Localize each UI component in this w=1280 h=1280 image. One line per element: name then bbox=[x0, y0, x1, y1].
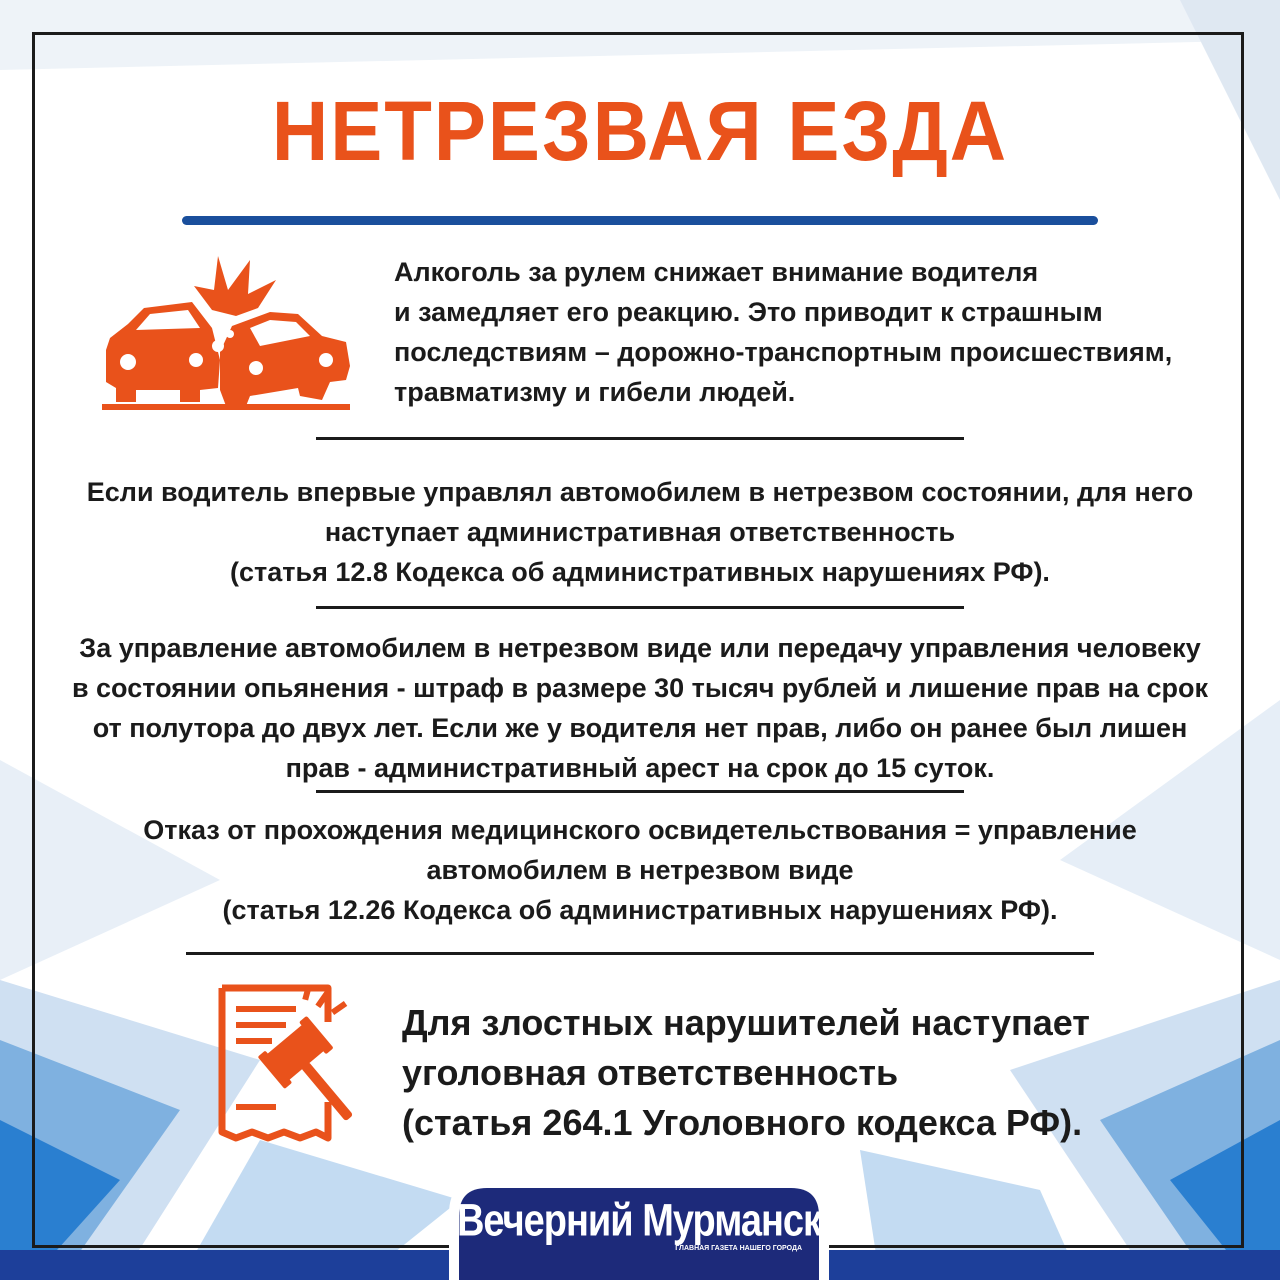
paragraph-line: Отказ от прохождения медицинского освидетельствования = управление bbox=[143, 815, 1137, 845]
final-line: уголовная ответственность bbox=[402, 1052, 899, 1093]
paragraph-line: от полутора до двух лет. Если же у водителя нет прав, либо он ранее был лишен bbox=[92, 713, 1188, 743]
paragraph-line: Если водитель впервые управлял автомобилем в нетрезвом состоянии, для него bbox=[86, 477, 1194, 507]
paragraph-penalty bbox=[60, 628, 1220, 788]
section-divider bbox=[316, 790, 964, 793]
paragraph-line: (статья 12.8 Кодекса об административных нарушениях РФ). bbox=[230, 557, 1050, 587]
intro-text bbox=[394, 252, 1214, 412]
section-divider bbox=[316, 606, 964, 609]
paragraph-refusal bbox=[60, 810, 1220, 930]
intro-line: Алкоголь за рулем снижает внимание водителя bbox=[394, 257, 1039, 287]
brand-logo: Вечерний Мурманск bbox=[456, 1196, 822, 1247]
paragraph-line: автомобилем в нетрезвом виде bbox=[426, 855, 854, 885]
paragraph-line: (статья 12.26 Кодекса об административных нарушениях РФ). bbox=[222, 895, 1058, 925]
paragraph-line: наступает административная ответственность bbox=[324, 517, 956, 547]
paragraph-line: прав - административный арест на срок до 15 суток. bbox=[285, 753, 995, 783]
car-crash-icon bbox=[100, 250, 352, 418]
final-line: Для злостных нарушителей наступает bbox=[402, 1002, 1090, 1043]
final-line: (статья 264.1 Уголовного кодекса РФ). bbox=[402, 1102, 1083, 1143]
title-divider bbox=[182, 216, 1098, 225]
page-title: НЕТРЕЗВАЯ ЕЗДА bbox=[271, 83, 1009, 179]
paragraph-admin-liability bbox=[60, 472, 1220, 592]
intro-line: и замедляет его реакцию. Это приводит к страшным bbox=[394, 297, 1103, 327]
paragraph-line: За управление автомобилем в нетрезвом виде или передачу управления человеку bbox=[79, 633, 1201, 663]
section-divider bbox=[186, 952, 1094, 955]
intro-line: последствиям – дорожно-транспортным происшествиям, bbox=[394, 337, 1173, 367]
criminal-liability-text bbox=[402, 998, 1222, 1148]
section-divider bbox=[316, 437, 964, 440]
intro-line: травматизму и гибели людей. bbox=[394, 377, 796, 407]
brand-tagline: ГЛАВНАЯ ГАЗЕТА НАШЕГО ГОРОДА bbox=[675, 1245, 802, 1252]
document-gavel-icon bbox=[216, 982, 356, 1144]
paragraph-line: в состоянии опьянения - штраф в размере 30 тысяч рублей и лишение прав на срок bbox=[71, 673, 1209, 703]
